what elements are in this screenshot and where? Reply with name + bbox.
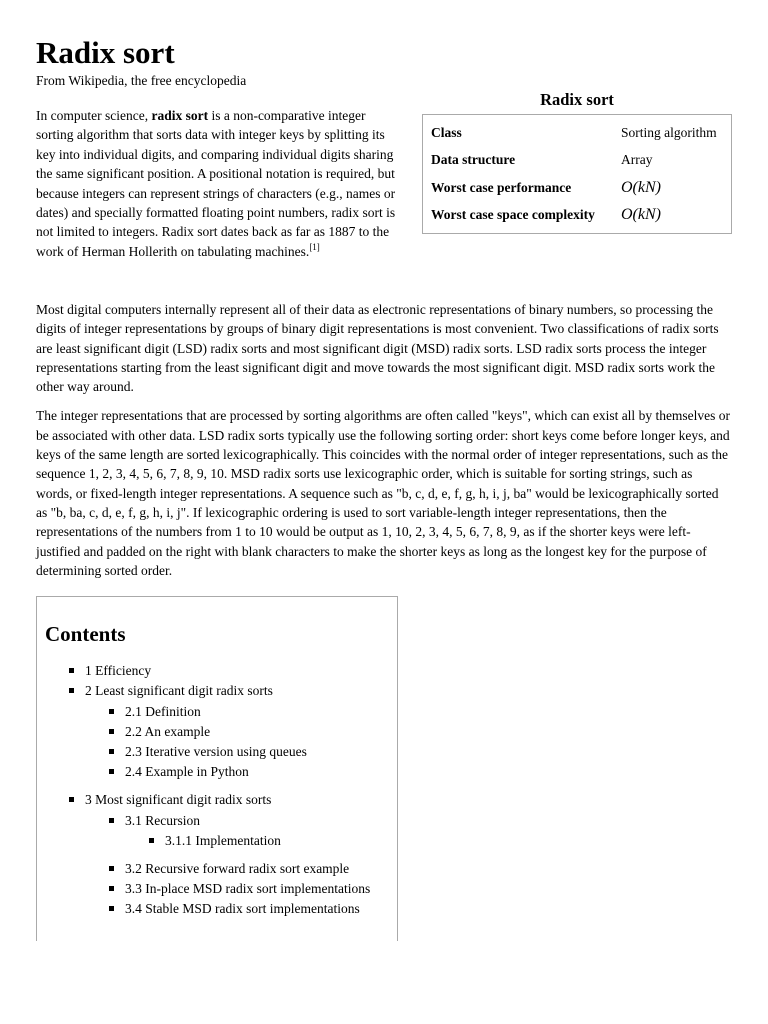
toc-item[interactable] <box>45 859 397 879</box>
infobox-label: Worst case space complexity <box>431 207 595 223</box>
infobox-value: Sorting algorithm <box>621 124 717 140</box>
bullet-icon <box>109 729 114 734</box>
infobox-value: O(kN) <box>621 178 661 196</box>
toc-item[interactable] <box>45 899 397 919</box>
infobox-label: Data structure <box>431 152 516 168</box>
toc-heading: Contents <box>45 622 126 647</box>
page-title: Radix sort <box>36 35 175 70</box>
toc-item[interactable] <box>45 681 397 701</box>
toc-item[interactable] <box>45 702 397 722</box>
bullet-icon <box>109 709 114 714</box>
citation-link[interactable]: [1] <box>309 241 320 252</box>
toc-item-label: 3 Most significant digit radix sorts <box>85 792 272 808</box>
toc-item-label: 2.2 An example <box>125 723 211 739</box>
toc-item[interactable] <box>45 762 397 782</box>
intro-text-after: is a non-comparative integer sorting algorithm that sorts data with integer keys by splitting its key into individual digits, and comparing individual digits sharing the same significant position. A positional notation is required, but because integers can represent strings of characters (e.g., names or dates) and specially formatted floating point numbers, radix sort is not limited to integers. Radix sort dates back as far as 1887 to the work of Herman Hollerith on tabulating machines. <box>36 108 396 259</box>
bullet-icon <box>109 749 114 754</box>
infobox-label: Class <box>431 124 462 140</box>
bullet-icon <box>69 797 74 802</box>
toc-item[interactable] <box>45 722 397 742</box>
toc-item[interactable] <box>45 831 397 851</box>
toc-item-label: 2.3 Iterative version using queues <box>125 743 307 759</box>
toc-item-label: 1 Efficiency <box>85 663 152 679</box>
bullet-icon <box>109 769 114 774</box>
toc-item-label: 3.4 Stable MSD radix sort implementations <box>125 901 360 917</box>
intro-bold-term: radix sort <box>151 108 209 123</box>
bullet-icon <box>109 818 114 823</box>
toc-item-label: 3.1 Recursion <box>125 812 200 828</box>
bullet-icon <box>109 866 114 871</box>
bullet-icon <box>109 886 114 891</box>
infobox-row <box>423 202 731 230</box>
toc-item[interactable] <box>45 790 397 810</box>
toc-item-label: 3.3 In-place MSD radix sort implementations <box>125 881 371 897</box>
body-paragraph: Most digital computers internally represent all of their data as electronic representations of binary numbers, so processing the digits of integer representations by groups of binary digit representations is most convenient. Two classifications of radix sorts are least significant digit (LSD) radix sorts and most significant digit (MSD) radix sorts. LSD radix sorts process the integer representations starting from the least significant digit and move towards the most significant digit. MSD radix sorts work the other way around. <box>36 302 719 395</box>
table-of-contents <box>36 596 398 941</box>
bullet-icon <box>109 906 114 911</box>
infobox-row <box>423 147 731 175</box>
infobox-value: O(kN) <box>621 206 661 224</box>
intro-section <box>36 90 732 292</box>
toc-item-label: 2.1 Definition <box>125 703 201 719</box>
infobox-row <box>423 119 731 147</box>
intro-text-before: In computer science, <box>36 108 152 123</box>
infobox-title: Radix sort <box>540 90 614 109</box>
bullet-icon <box>69 668 74 673</box>
toc-item[interactable] <box>45 661 397 681</box>
bullet-icon <box>149 838 154 843</box>
infobox-table <box>422 114 732 234</box>
toc-item[interactable] <box>45 742 397 762</box>
toc-item[interactable] <box>45 811 397 831</box>
infobox-row <box>423 174 731 202</box>
toc-item-label: 2 Least significant digit radix sorts <box>85 683 273 699</box>
toc-list <box>45 661 397 919</box>
page-subtitle: From Wikipedia, the free encyclopedia <box>36 73 247 88</box>
toc-item[interactable] <box>45 879 397 899</box>
infobox <box>422 88 732 234</box>
infobox-label: Worst case performance <box>431 179 572 195</box>
intro-paragraph <box>36 106 404 261</box>
article <box>36 34 732 941</box>
toc-item-label: 3.1.1 Implementation <box>165 832 281 848</box>
bullet-icon <box>69 688 74 693</box>
infobox-value: Array <box>621 152 653 168</box>
body-paragraph: The integer representations that are processed by sorting algorithms are often called "keys", which can exist all by themselves or be associated with other data. LSD radix sorts typically use the following sorting order: short keys come before longer keys, and keys of the same length are sorted lexicographically. This coincides with the normal order of integer representations, such as the sequence 1, 2, 3, 4, 5, 6, 7, 8, 9, 10. MSD radix sorts use lexicographic order, which is suitable for sorting strings, such as words, or fixed-length integer representations. A sequence such as "b, c, d, e, f, g, h, i, j, ba" would be lexicographically sorted as "b, ba, c, d, e, f, g, h, i, j". If lexicographic ordering is used to sort variable-length integer representations, then the representations of the numbers from 1 to 10 would be output as 1, 10, 2, 3, 4, 5, 6, 7, 8, 9, as if the shorter keys were left-justified and padded on the right with blank characters to make the shorter keys as long as the longest key for the purpose of determining sorted order. <box>36 408 731 578</box>
toc-item-label: 2.4 Example in Python <box>125 764 249 780</box>
toc-item-label: 3.2 Recursive forward radix sort example <box>125 860 350 876</box>
